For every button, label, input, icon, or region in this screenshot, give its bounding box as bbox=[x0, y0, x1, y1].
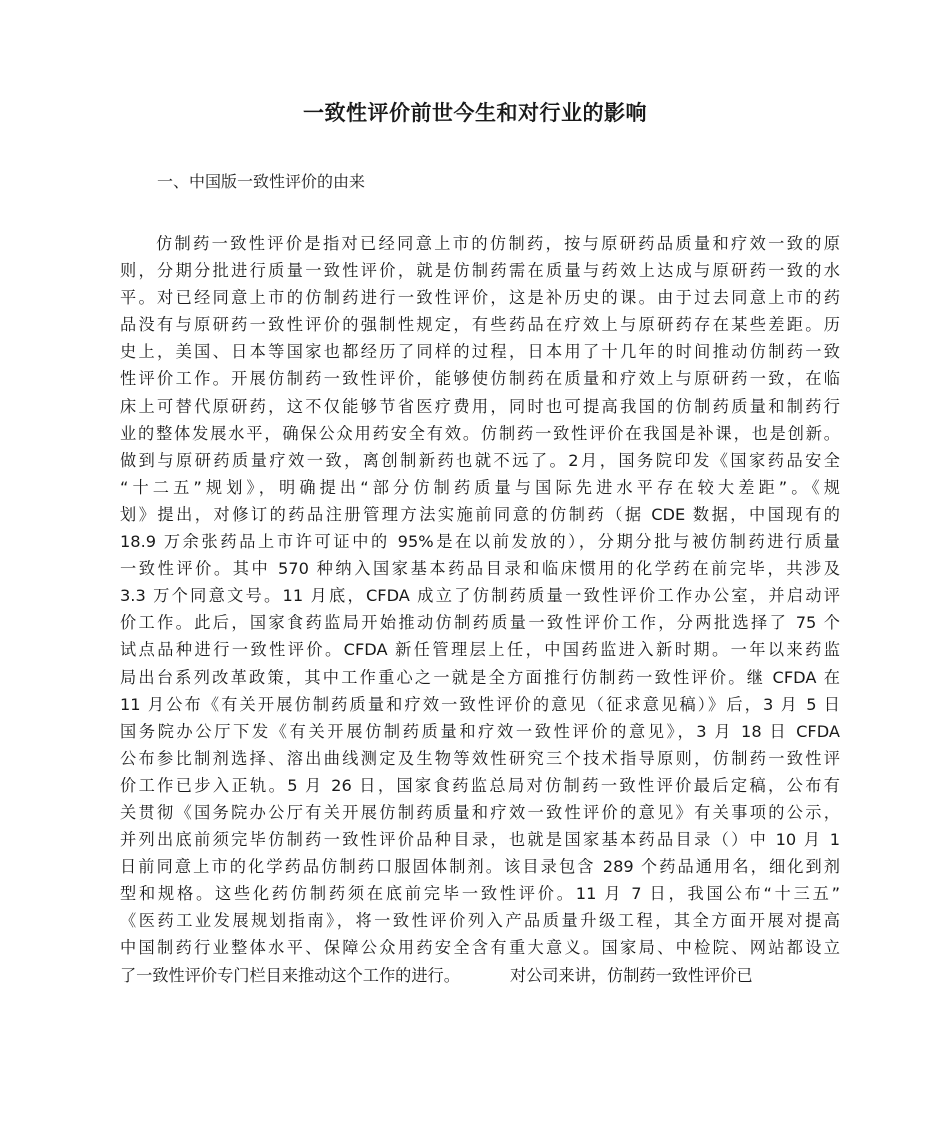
body-line: 价工作已步入正轨。5 月 26 日，国家食药监总局对仿制药一致性评价最后定稿，公布有 bbox=[120, 775, 840, 795]
body-line: 床上可替代原研药，这不仅能够节省医疗费用，同时也可提高我国的仿制药质量和制药行 bbox=[120, 396, 840, 416]
body-line: 国务院办公厅下发《有关开展仿制药质量和疗效一致性评价的意见》，3 月 18 日 CFDA bbox=[120, 721, 840, 741]
document-title: 一致性评价前世今生和对行业的影响 bbox=[303, 101, 647, 125]
body-line: 11 月公布《有关开展仿制药质量和疗效一致性评价的意见（征求意见稿）》后，3 月 5 日 bbox=[120, 694, 840, 714]
body-line-last bbox=[120, 962, 840, 989]
body-paragraph bbox=[120, 230, 840, 989]
body-line: 型和规格。这些化药仿制药须在底前完毕一致性评价。11 月 7 日，我国公布“十三五” bbox=[120, 884, 840, 904]
section-heading: 一、中国版一致性评价的由来 bbox=[157, 172, 366, 191]
body-line: 18.9 万余张药品上市许可证中的 95%是在以前发放的），分期分批与被仿制药进行质量 bbox=[120, 532, 840, 552]
body-line: 划》提出，对修订的药品注册管理方法实施前同意的仿制药（据 CDE 数据，中国现有的 bbox=[120, 504, 840, 524]
body-line: 品没有与原研药一致性评价的强制性规定，有些药品在疗效上与原研药存在某些差距。历 bbox=[120, 315, 840, 335]
body-line: 业的整体发展水平，确保公众用药安全有效。仿制药一致性评价在我国是补课，也是创新。 bbox=[120, 423, 840, 443]
body-line: 则，分期分批进行质量一致性评价，就是仿制药需在质量与药效上达成与原研药一致的水 bbox=[120, 261, 840, 281]
body-line: 史上，美国、日本等国家也都经历了同样的过程，日本用了十几年的时间推动仿制药一致 bbox=[120, 342, 840, 362]
body-line: 一致性评价。其中 570 种纳入国家基本药品目录和临床惯用的化学药在前完毕，共涉及 bbox=[120, 559, 840, 579]
body-line: 3.3 万个同意文号。11 月底，CFDA 成立了仿制药质量一致性评价工作办公室，并启动评 bbox=[120, 586, 840, 606]
body-line: “十二五”规划》，明确提出“部分仿制药质量与国际先进水平存在较大差距”。《规 bbox=[120, 477, 840, 497]
body-line: 日前同意上市的化学药品仿制药口服固体制剂。该目录包含 289 个药品通用名，细化到剂 bbox=[120, 857, 840, 877]
body-line: 公布参比制剂选择、溶出曲线测定及生物等效性研究三个技术指导原则，仿制药一致性评 bbox=[120, 748, 840, 768]
body-line: 中国制药行业整体水平、保障公众用药安全含有重大意义。国家局、中检院、网站都设立 bbox=[120, 938, 840, 958]
body-line: 《医药工业发展规划指南》，将一致性评价列入产品质量升级工程，其全方面开展对提高 bbox=[120, 911, 840, 931]
body-line: 仿制药一致性评价是指对已经同意上市的仿制药，按与原研药品质量和疗效一致的原 bbox=[156, 234, 840, 253]
body-line: 平。对已经同意上市的仿制药进行一致性评价，这是补历史的课。由于过去同意上市的药 bbox=[120, 288, 840, 308]
body-line-last-part1: 了一致性评价专门栏目来推动这个工作的进行。 bbox=[120, 965, 460, 985]
body-line: 做到与原研药质量疗效一致，离创制新药也就不远了。2月，国务院印发《国家药品安全 bbox=[120, 450, 840, 470]
body-line-last-part2: 对公司来讲，仿制药一致性评价已 bbox=[509, 965, 753, 985]
body-line: 试点品种进行一致性评价。CFDA 新任管理层上任，中国药监进入新时期。一年以来药监 bbox=[120, 640, 840, 660]
body-line: 局出台系列改革政策，其中工作重心之一就是全方面推行仿制药一致性评价。继 CFDA 在 bbox=[120, 667, 840, 687]
body-line: 并列出底前须完毕仿制药一致性评价品种目录，也就是国家基本药品目录（）中 10 月 1 bbox=[120, 830, 840, 850]
body-line: 性评价工作。开展仿制药一致性评价，能够使仿制药在质量和疗效上与原研药一致，在临 bbox=[120, 369, 840, 389]
body-line: 关贯彻《国务院办公厅有关开展仿制药质量和疗效一致性评价的意见》有关事项的公示， bbox=[120, 802, 840, 822]
body-line: 价工作。此后，国家食药监局开始推动仿制药质量一致性评价工作，分两批选择了 75 个 bbox=[120, 613, 840, 633]
